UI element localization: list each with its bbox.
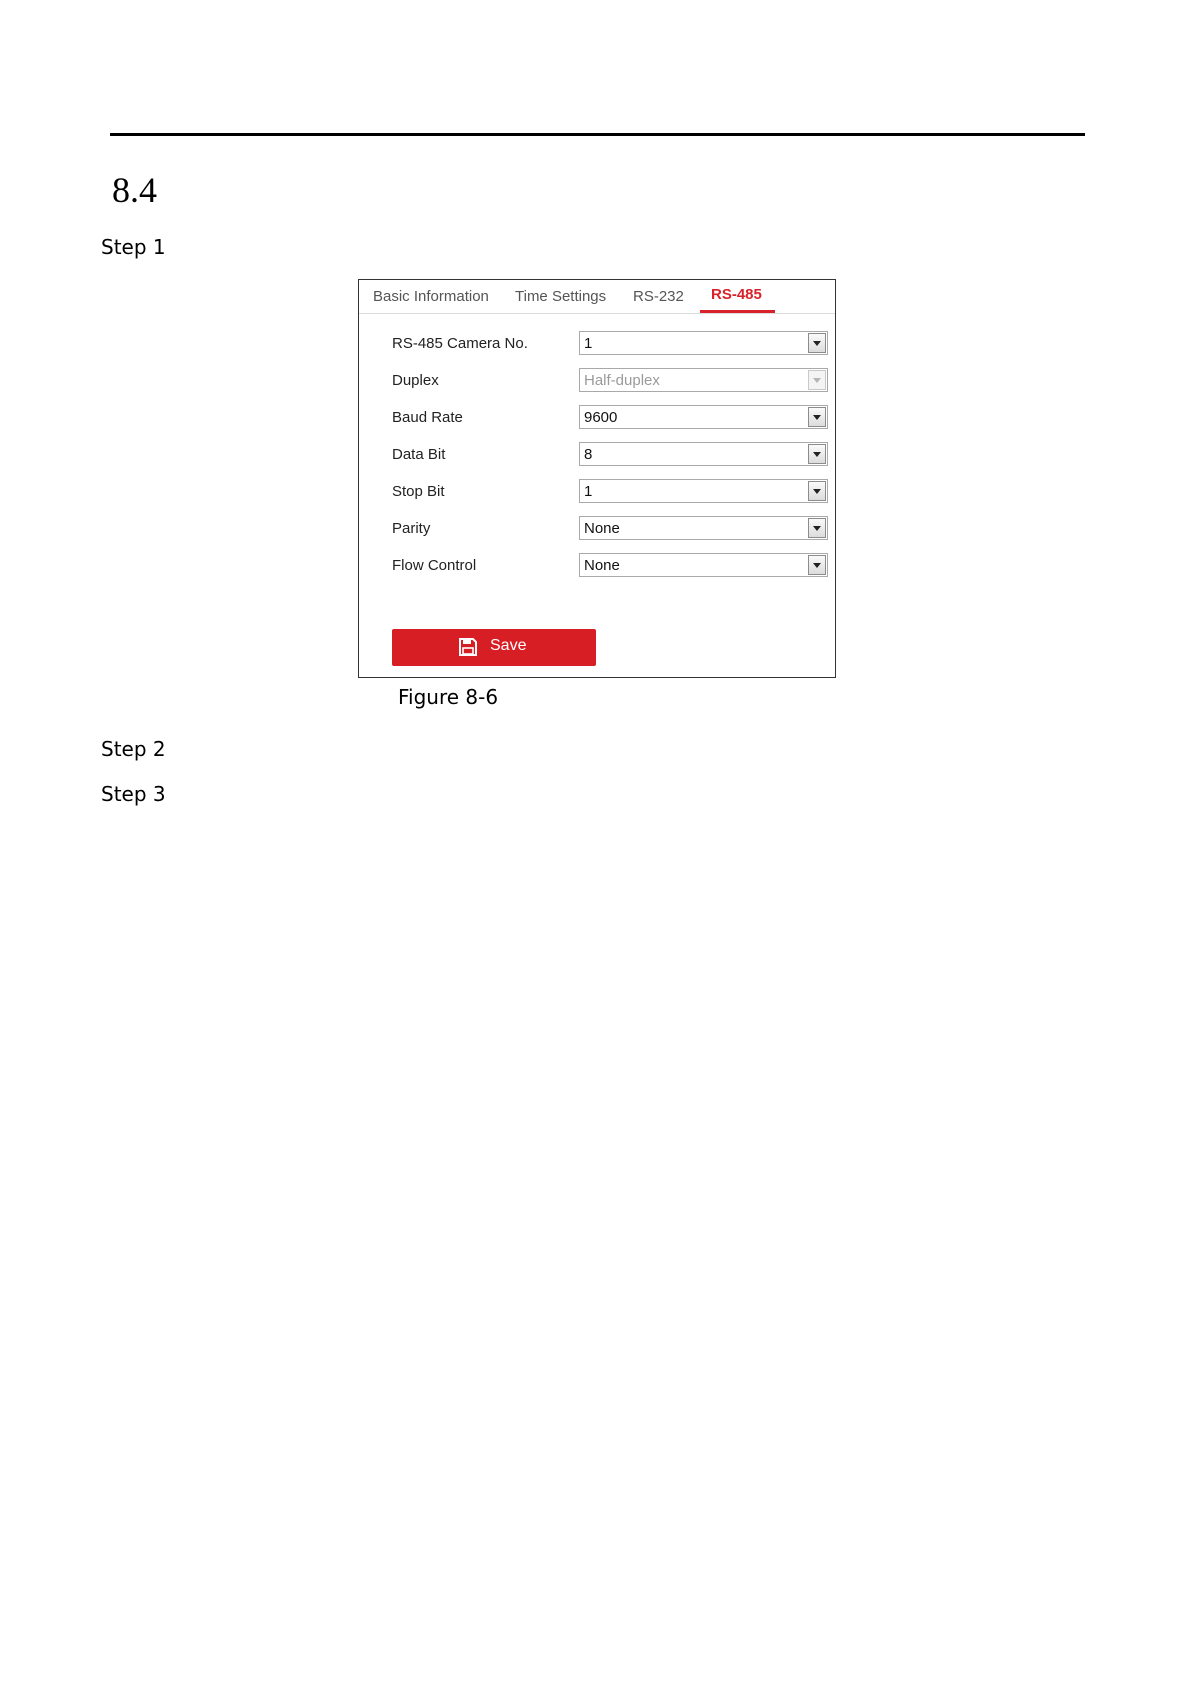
floppy-disk-icon (459, 638, 477, 656)
parity-select[interactable] (579, 516, 828, 540)
header-rule (110, 133, 1085, 136)
duplex-label: Duplex (392, 372, 439, 389)
stop-bit-select[interactable] (579, 479, 828, 503)
save-button[interactable] (392, 629, 596, 666)
flow-control-label: Flow Control (392, 557, 477, 574)
chevron-down-icon[interactable] (808, 407, 826, 427)
parity-label: Parity (392, 520, 431, 537)
chevron-down-icon[interactable] (808, 444, 826, 464)
chevron-down-icon[interactable] (808, 333, 826, 353)
parity-value: None (584, 520, 620, 537)
camera-no-select[interactable] (579, 331, 828, 355)
flow-control-select[interactable] (579, 553, 828, 577)
data-bit-value: 8 (584, 446, 593, 463)
duplex-value: Half-duplex (584, 372, 660, 389)
tab-bar (359, 280, 835, 314)
form-row-data-bit (359, 442, 835, 468)
baud-rate-select[interactable] (579, 405, 828, 429)
chevron-down-icon[interactable] (808, 518, 826, 538)
form-row-baud-rate (359, 405, 835, 431)
form-row-flow-control (359, 553, 835, 579)
stop-bit-value: 1 (584, 483, 593, 500)
chevron-down-icon[interactable] (808, 481, 826, 501)
active-tab-indicator (700, 310, 775, 313)
step-3-label: Step 3 (101, 782, 166, 806)
form-row-parity (359, 516, 835, 542)
flow-control-value: None (584, 557, 620, 574)
duplex-select (579, 368, 828, 392)
tab-rs-232[interactable]: RS-232 (633, 288, 684, 305)
form-row-camera-no (359, 331, 835, 357)
data-bit-label: Data Bit (392, 446, 446, 463)
data-bit-select[interactable] (579, 442, 828, 466)
figure-caption: Figure 8-6 (398, 685, 499, 709)
baud-rate-label: Baud Rate (392, 409, 463, 426)
form-row-duplex (359, 368, 835, 394)
form-row-stop-bit (359, 479, 835, 505)
step-2-label: Step 2 (101, 737, 166, 761)
camera-no-value: 1 (584, 335, 593, 352)
tab-rs-485[interactable]: RS-485 (711, 286, 762, 303)
chevron-down-icon (808, 370, 826, 390)
rs485-settings-panel (358, 279, 836, 678)
step-1-label: Step 1 (101, 235, 166, 259)
baud-rate-value: 9600 (584, 409, 618, 426)
tab-basic-information[interactable]: Basic Information (373, 288, 489, 305)
stop-bit-label: Stop Bit (392, 483, 445, 500)
save-button-label: Save (490, 637, 527, 654)
section-number: 8.4 (112, 170, 157, 210)
chevron-down-icon[interactable] (808, 555, 826, 575)
tab-time-settings[interactable]: Time Settings (515, 288, 607, 305)
camera-no-label: RS-485 Camera No. (392, 335, 528, 352)
